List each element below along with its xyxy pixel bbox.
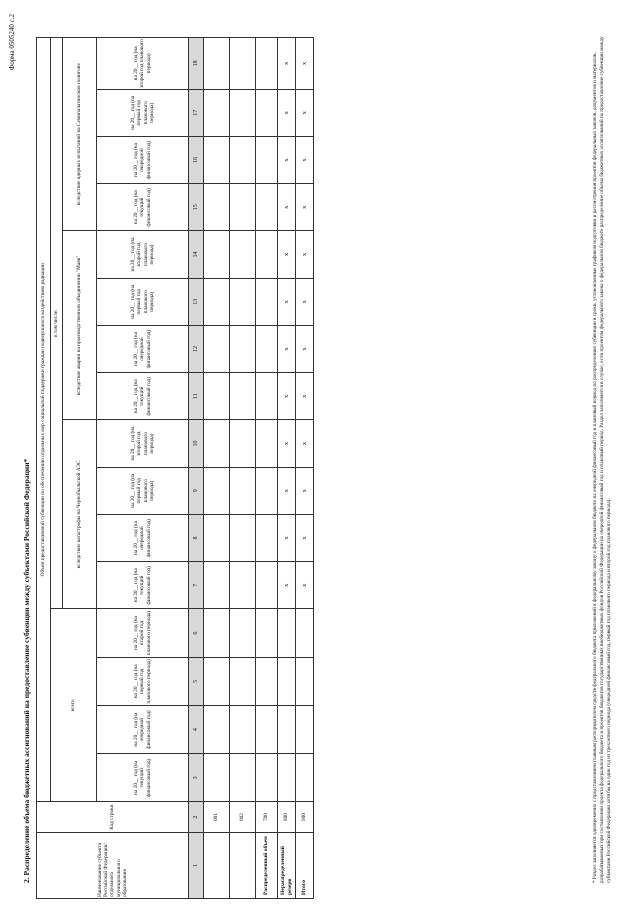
table-cell[interactable]: x: [278, 562, 296, 609]
table-cell[interactable]: [230, 609, 256, 657]
header-total-plan-year-2: на 20__ год (на второй год планового периода): [97, 609, 189, 657]
table-cell[interactable]: [230, 657, 256, 705]
table-cell[interactable]: [256, 657, 278, 705]
table-cell[interactable]: [256, 373, 278, 420]
table-cell[interactable]: [204, 325, 230, 372]
table-cell[interactable]: x: [278, 89, 296, 136]
table-cell[interactable]: [230, 514, 256, 561]
table-cell[interactable]: [256, 562, 278, 609]
header-including: в том числе:: [51, 38, 63, 609]
table-cell[interactable]: [256, 38, 278, 90]
table-row: [256, 38, 278, 899]
table-cell[interactable]: [204, 562, 230, 609]
table-body: [204, 38, 314, 899]
table-cell[interactable]: x: [296, 467, 314, 514]
header-chernobyl-next-year: на 20__ год (на очередной финансовый год): [97, 514, 189, 561]
header-semipalatinsk-next-year: на 20__ год (на очередной финансовый год): [97, 136, 189, 183]
table-cell[interactable]: [230, 231, 256, 278]
row-name: [296, 832, 314, 898]
column-number: 1: [189, 832, 204, 898]
header-chernobyl-plan-year-2: на 20__ год (на второй год планового периода): [97, 420, 189, 467]
table-cell[interactable]: [256, 136, 278, 183]
table-cell[interactable]: [256, 420, 278, 467]
column-number: 14: [189, 231, 204, 278]
table-cell[interactable]: [204, 278, 230, 325]
table-cell[interactable]: [256, 754, 278, 802]
table-cell[interactable]: [204, 467, 230, 514]
column-number: 4: [189, 705, 204, 753]
column-number: 7: [189, 562, 204, 609]
column-number: 17: [189, 89, 204, 136]
table-cell[interactable]: [230, 373, 256, 420]
table-cell[interactable]: [296, 657, 314, 705]
table-cell[interactable]: [296, 705, 314, 753]
distribution-table: [36, 37, 314, 899]
table-cell[interactable]: [256, 325, 278, 372]
header-mayak: вследствие аварии на производственном объединении "Маяк": [63, 231, 97, 420]
table-cell[interactable]: [230, 184, 256, 231]
form-code: Форма 0505240 с.2: [8, 14, 16, 71]
table-cell[interactable]: [256, 514, 278, 561]
header-mayak-plan-year-2: на 20__ год (на второй год планового периода): [97, 231, 189, 278]
table-cell[interactable]: x: [278, 514, 296, 561]
table-cell[interactable]: x: [296, 278, 314, 325]
footnote: * Раздел заполняется одновременно с представлением главным распорядителем средств федерального бюджета приложений к федеральному закону о федеральном бюджете на очередной финансовый год и плановый период по распределению субвенции в сроки, установленные графиком подготовки и рассмотрения проектов федеральных законов, документов и материалов, разрабатываемых при составлении проекта федерального бюджета и проектов бюджетов государственных внебюджетных фондов Российской Федерации на очередной финансовый год и плановый период. Раздел заполняется в случае, если проектом федерального закона о федеральном бюджете распределение объема бюджетных ассигнований на предоставление субвенции между субъектами Российской Федерации хотя бы на один год из трехлетнего периода (очередной финансовый год, первый год планового периода и второй год планового периода).: [592, 36, 612, 883]
table-cell[interactable]: [296, 609, 314, 657]
row-name-text: Итого: [301, 879, 308, 895]
table-cell[interactable]: [204, 705, 230, 753]
table-cell[interactable]: [278, 609, 296, 657]
table-cell[interactable]: [230, 325, 256, 372]
header-semipalatinsk-plan-year-1: на 20__ год (на первый год планового периода): [97, 89, 189, 136]
table-cell[interactable]: x: [278, 136, 296, 183]
table-row: [230, 38, 256, 899]
table-cell[interactable]: [230, 562, 256, 609]
table-cell[interactable]: x: [296, 136, 314, 183]
header-subject-name: Наименование субъекта Российской Федерации/ отдельного муниципального образования: [37, 832, 189, 898]
column-number: 5: [189, 657, 204, 705]
column-number: 8: [189, 514, 204, 561]
row-code: 700: [256, 802, 278, 832]
header-chernobyl: вследствие катастрофы на Чернобыльской АЭС: [63, 420, 97, 609]
table-cell[interactable]: [230, 89, 256, 136]
table-cell[interactable]: [230, 136, 256, 183]
column-number: 13: [189, 278, 204, 325]
table-cell[interactable]: x: [278, 467, 296, 514]
table-cell[interactable]: [204, 373, 230, 420]
table-cell[interactable]: x: [278, 184, 296, 231]
row-code: 002: [230, 802, 256, 832]
column-number: 3: [189, 754, 204, 802]
header-mayak-current-year: на 20__ год (на текущий финансовый год): [97, 373, 189, 420]
column-number: 2: [189, 802, 204, 832]
row-name: [278, 832, 296, 898]
table-cell[interactable]: x: [296, 325, 314, 372]
table-cell[interactable]: [256, 278, 278, 325]
row-code: 001: [204, 802, 230, 832]
header-subvention-volume: Объем предоставляемой субвенции по обеспечению отдельных мер социальной поддержки граждан подвергшихся воздействию радиации: [37, 38, 51, 802]
table-cell[interactable]: [204, 754, 230, 802]
row-name-text: Нераспределенный резерв: [280, 846, 293, 895]
column-number: 16: [189, 136, 204, 183]
row-code: 900: [296, 802, 314, 832]
table-cell[interactable]: x: [278, 373, 296, 420]
table-cell[interactable]: [204, 38, 230, 90]
table-cell[interactable]: x: [296, 38, 314, 90]
column-number-row: [189, 38, 204, 899]
table-cell[interactable]: [230, 38, 256, 90]
table-cell[interactable]: [204, 420, 230, 467]
column-number: 12: [189, 325, 204, 372]
table-cell[interactable]: [278, 705, 296, 753]
table-cell[interactable]: [230, 467, 256, 514]
table-cell[interactable]: x: [296, 89, 314, 136]
table-cell[interactable]: [204, 609, 230, 657]
row-name: [204, 832, 230, 898]
table-cell[interactable]: x: [296, 373, 314, 420]
column-number: 10: [189, 420, 204, 467]
table-cell[interactable]: [204, 657, 230, 705]
section-title: 2. Распределение объема бюджетных ассигнований на предоставление субвенции между субъектами Российской Федерации*: [22, 458, 31, 883]
column-number: 11: [189, 373, 204, 420]
table-cell[interactable]: [204, 184, 230, 231]
row-code: 800: [278, 802, 296, 832]
table-row: [278, 38, 296, 899]
table-cell[interactable]: [278, 754, 296, 802]
table-cell[interactable]: x: [278, 420, 296, 467]
table-cell[interactable]: x: [296, 562, 314, 609]
table-row: [204, 38, 230, 899]
table-cell[interactable]: x: [278, 325, 296, 372]
row-name: [256, 832, 278, 898]
table-cell[interactable]: [230, 705, 256, 753]
header-total-plan-year-1: на 20__ год (на первый год планового периода): [97, 657, 189, 705]
table-row: [296, 38, 314, 899]
table-cell[interactable]: [256, 705, 278, 753]
table-cell[interactable]: x: [296, 184, 314, 231]
header-total: всего: [51, 609, 97, 802]
distribution-table-wrap: [36, 37, 314, 899]
column-number: 6: [189, 609, 204, 657]
column-number: 9: [189, 467, 204, 514]
header-mayak-next-year: на 20__ год (на очередной финансовый год): [97, 325, 189, 372]
header-chernobyl-current-year: на 20__ год (на текущий финансовый год): [97, 562, 189, 609]
header-semipalatinsk-plan-year-2: на 20__ год (на второй год планового периода): [97, 38, 189, 90]
row-name-text: Распределенный объем: [263, 836, 270, 895]
header-row-code: Код строки: [37, 802, 189, 832]
table-cell[interactable]: x: [278, 231, 296, 278]
table-cell[interactable]: [256, 184, 278, 231]
header-total-current-year: на 20__ год (на текущий финансовый год): [97, 754, 189, 802]
table-cell[interactable]: x: [296, 514, 314, 561]
table-cell[interactable]: [230, 278, 256, 325]
column-number: 15: [189, 184, 204, 231]
table-cell[interactable]: [256, 609, 278, 657]
header-semipalatinsk-current-year: на 20__ год (на текущий финансовый год): [97, 184, 189, 231]
table-cell[interactable]: [204, 136, 230, 183]
header-chernobyl-plan-year-1: на 20__ год (на первый год планового периода): [97, 467, 189, 514]
header-total-next-year: на 20__ год (на очередной финансовый год): [97, 705, 189, 753]
header-mayak-plan-year-1: на 20__ год (на первый год планового периода): [97, 278, 189, 325]
row-name: [230, 832, 256, 898]
table-cell[interactable]: [256, 231, 278, 278]
table-cell[interactable]: x: [278, 38, 296, 90]
header-semipalatinsk: вследствие ядерных испытаний на Семипалатинском полигоне: [63, 38, 97, 231]
table-cell[interactable]: x: [296, 231, 314, 278]
table-cell[interactable]: [256, 89, 278, 136]
column-number: 18: [189, 38, 204, 90]
table-cell[interactable]: x: [278, 278, 296, 325]
table-cell[interactable]: [204, 514, 230, 561]
table-cell[interactable]: [204, 231, 230, 278]
table-cell[interactable]: [230, 754, 256, 802]
table-cell[interactable]: [256, 467, 278, 514]
table-cell[interactable]: [204, 89, 230, 136]
table-cell[interactable]: x: [296, 420, 314, 467]
table-cell[interactable]: [230, 420, 256, 467]
table-cell[interactable]: [296, 754, 314, 802]
table-cell[interactable]: [278, 657, 296, 705]
